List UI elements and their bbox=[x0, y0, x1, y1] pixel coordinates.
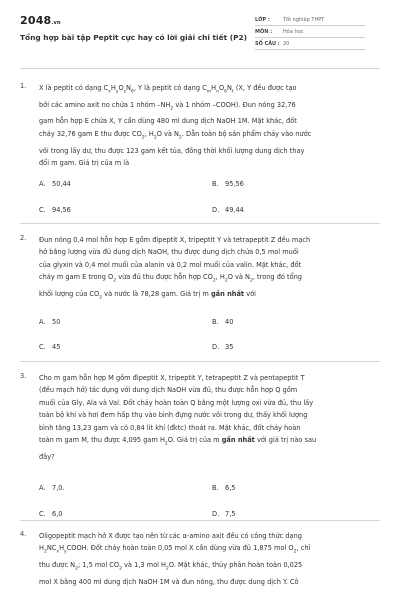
header-divider bbox=[20, 68, 380, 69]
answer-option-c[interactable] bbox=[39, 343, 60, 351]
option-letter: A. bbox=[39, 484, 46, 492]
meta-value: Hóa học bbox=[283, 29, 304, 35]
meta-underline bbox=[255, 49, 365, 50]
question-divider bbox=[20, 223, 380, 224]
meta-info bbox=[255, 17, 365, 53]
option-text: 50,44 bbox=[52, 180, 71, 188]
answer-option-c[interactable] bbox=[39, 206, 71, 214]
answer-option-a[interactable] bbox=[39, 180, 71, 188]
answer-option-b[interactable] bbox=[212, 318, 233, 326]
option-text: 6,5 bbox=[225, 484, 236, 492]
option-letter: A. bbox=[39, 180, 46, 188]
option-text: 40 bbox=[225, 318, 234, 326]
option-letter: D. bbox=[212, 206, 220, 214]
question-text: Oligopeptit mạch hở X được tạo nên từ các α-amino axit đều có công thức dạng $H_2NC_xH_yCOOH$. Đốt cháy hoàn toàn 0,05 mol X cần dùng vừa đủ 1,875 mol $O_2$, chỉ thu được $N_2$; 1,5 mol $CO_2$ và 1,3 mol $H_2O$. Mặt khác, thủy phân hoàn toàn 0,025 mol X bằng 400 ml dung dịch NaOH 1M và đun nóng, thu được dung dịch Y. Cô bbox=[39, 532, 311, 586]
meta-row bbox=[255, 41, 365, 53]
meta-key: LỚP : bbox=[255, 17, 270, 23]
option-text: 49,44 bbox=[225, 206, 244, 214]
answer-option-a[interactable] bbox=[39, 318, 60, 326]
question-divider bbox=[20, 361, 380, 362]
meta-underline bbox=[255, 25, 365, 26]
meta-key: MÔN : bbox=[255, 29, 273, 35]
option-text: 6,0 bbox=[52, 510, 63, 518]
option-text: 7,0. bbox=[52, 484, 65, 492]
logo: 2048.vn bbox=[20, 14, 61, 27]
option-letter: D. bbox=[212, 343, 220, 351]
question-text: Cho m gam hỗn hợp M gồm đipeptit X, tripeptit Y, tetrapeptit Z và pentapeptit T (đều mạch hở) tác dụng với dung dịch NaOH vừa đủ, thu được hỗn hợp Q gồm muối của Gly, Ala và Val. Đốt cháy hoàn toàn Q bằng một lượng oxi vừa đủ, thu lấy toàn bộ khí và hơi đem hấp thụ vào bình đựng nước vôi trong dư, thấy khối lượng bình tăng 13,23 gam và có 0,84 lít khí (đktc) thoát ra. Mặt khác, đốt cháy hoàn toàn m gam M, thu được 4,095 gam $H_2O$. Giá trị của m gần nhất với giá trị nào sau đây? bbox=[39, 374, 317, 461]
meta-row bbox=[255, 17, 365, 29]
answer-option-d[interactable] bbox=[212, 510, 236, 518]
option-letter: B. bbox=[212, 318, 219, 326]
option-letter: B. bbox=[212, 484, 219, 492]
answer-option-b[interactable] bbox=[212, 180, 244, 188]
question-divider bbox=[20, 520, 380, 521]
page-title: Tổng hợp bài tập Peptit cực hay có lời giải chi tiết (P2) bbox=[20, 33, 248, 42]
option-letter: C. bbox=[39, 343, 46, 351]
option-text: 95,56 bbox=[225, 180, 244, 188]
document-header bbox=[0, 0, 400, 64]
answer-option-b[interactable] bbox=[212, 484, 236, 492]
question-number: 3. bbox=[20, 372, 27, 380]
option-text: 45 bbox=[52, 343, 61, 351]
option-letter: C. bbox=[39, 510, 46, 518]
meta-underline bbox=[255, 37, 365, 38]
meta-value: 20 bbox=[283, 41, 290, 47]
question-number: 2. bbox=[20, 234, 27, 242]
option-letter: A. bbox=[39, 318, 46, 326]
option-letter: C. bbox=[39, 206, 46, 214]
meta-value: Tốt nghiệp THPT bbox=[283, 17, 325, 23]
option-letter: D. bbox=[212, 510, 220, 518]
answer-option-a[interactable] bbox=[39, 484, 65, 492]
question-number: 1. bbox=[20, 82, 27, 90]
option-text: 94,56 bbox=[52, 206, 71, 214]
meta-row bbox=[255, 29, 365, 41]
question-text: X là peptit có dạng $C_xH_yO_zN_6$, Y là peptit có dạng $C_mH_nO_6N_t$ (X, Y đều được tạo bởi các amino axit no chứa 1 nhóm $-NH_2$ và 1 nhóm –COOH). Đun nóng 32,76 gam hỗn hợp E chứa X, Y cần dùng 480 ml dung dịch NaOH 1M. Mặt khác, đốt cháy 32,76 gam E thu được $CO_2$, $H_2O$ và $N_2$. Dẫn toàn bộ sản phẩm cháy vào nước vôi trong lấy dư, thu được 123 gam kết tủa, đồng thời khối lượng dung dịch thay đổi m gam. Giá trị của m là bbox=[39, 84, 312, 167]
question-text: Đun nóng 0,4 mol hỗn hợp E gồm đipeptit X, tripeptit Y và tetrapeptit Z đều mạch hở bằng lượng vừa đủ dung dịch NaOH, thu được dung dịch chứa 0,5 mol muối của glyxin và 0,4 mol muối của alanin và 0,2 mol muối của valin. Mặt khác, đốt cháy m gam E trong $O_2$ vừa đủ thu được hỗn hợp $CO_2$, $H_2O$ và $N_2$, trong đó tổng khối lượng của $CO_2$ và nước là 78,28 gam. Giá trị m gần nhất với bbox=[39, 236, 311, 301]
answer-option-d[interactable] bbox=[212, 343, 233, 351]
option-text: 7,5 bbox=[225, 510, 236, 518]
option-text: 50 bbox=[52, 318, 61, 326]
option-letter: B. bbox=[212, 180, 219, 188]
meta-key: SỐ CÂU : bbox=[255, 41, 280, 47]
answer-option-c[interactable] bbox=[39, 510, 63, 518]
question-number: 4. bbox=[20, 530, 27, 538]
option-text: 35 bbox=[225, 343, 234, 351]
answer-option-d[interactable] bbox=[212, 206, 244, 214]
